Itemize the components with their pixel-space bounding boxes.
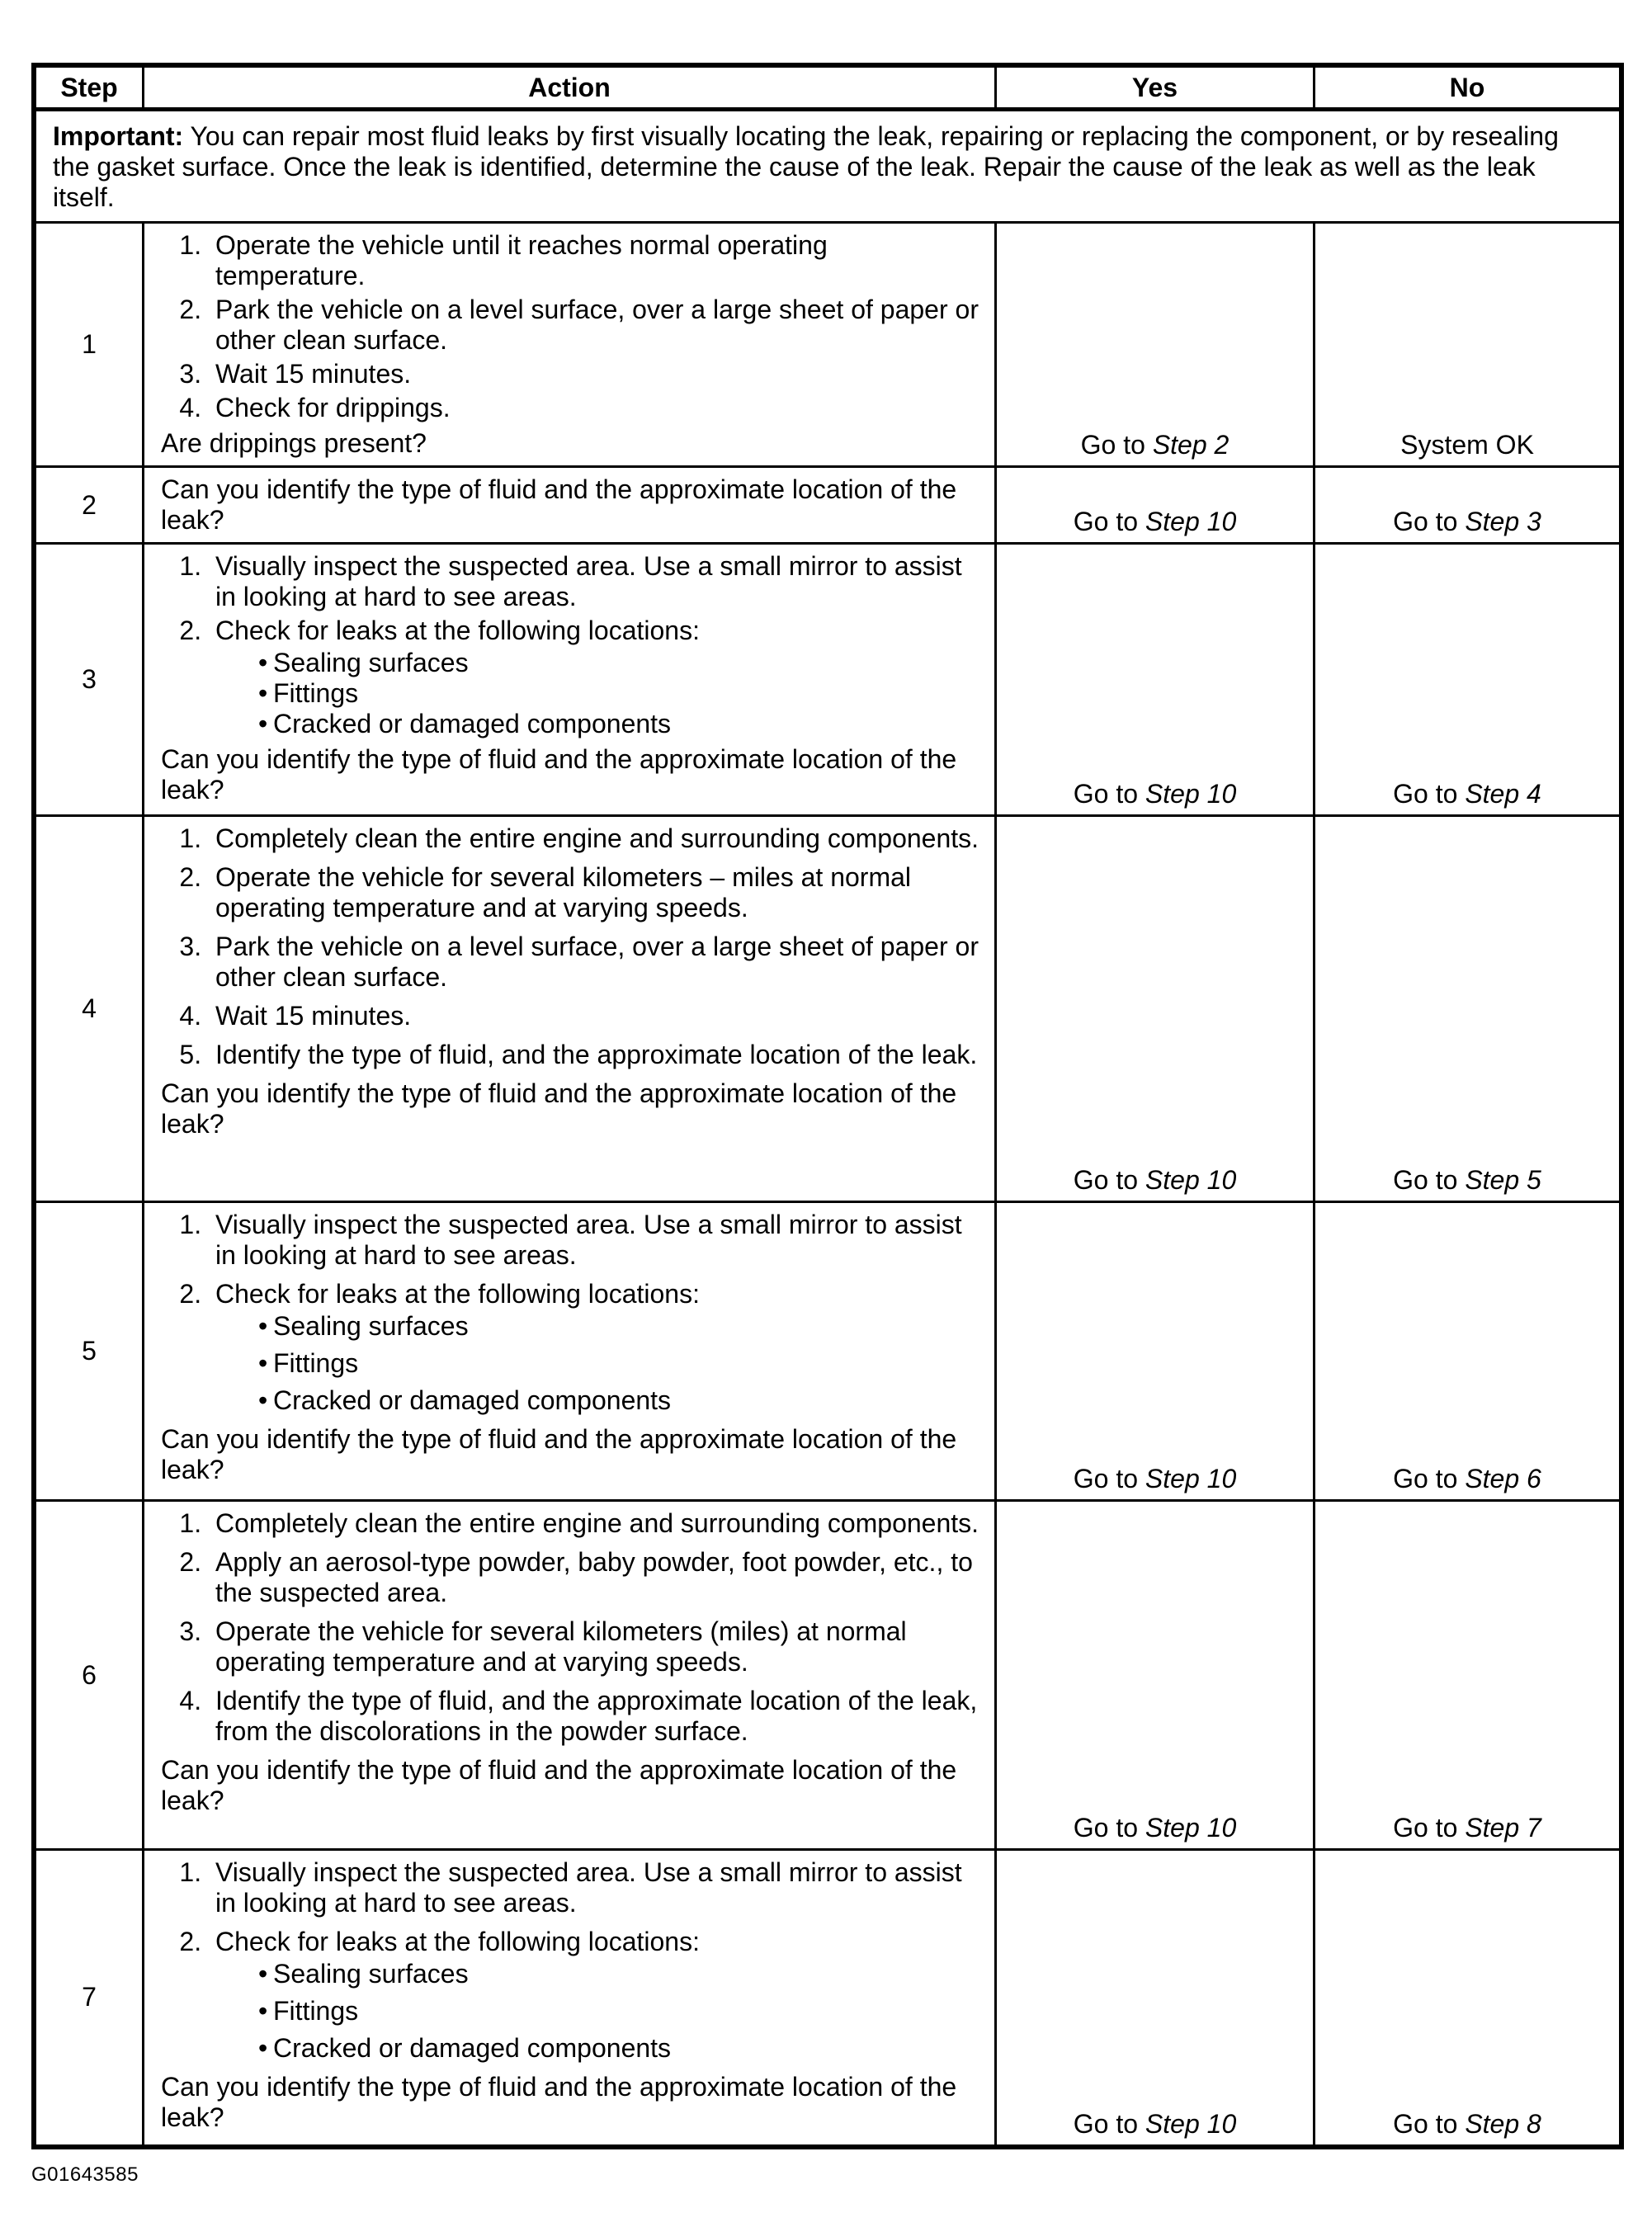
location-item: • Fittings	[258, 1996, 983, 2026]
no-step-link: Step 3	[1465, 507, 1541, 536]
yes-prefix: Go to	[1080, 430, 1153, 460]
yes-result	[996, 1202, 1315, 1501]
yes-result	[996, 1850, 1315, 2147]
location-list	[215, 1959, 983, 2064]
step-row-4	[34, 816, 1621, 1202]
location-list	[215, 648, 983, 739]
yes-prefix: Go to	[1073, 779, 1145, 809]
yes-prefix: Go to	[1073, 1165, 1145, 1195]
step-question: Can you identify the type of fluid and the approximate location of the leak?	[161, 1078, 957, 1139]
no-step-link: Step 8	[1465, 2108, 1541, 2139]
no-prefix: Go to	[1393, 507, 1466, 536]
step-question: Are drippings present?	[161, 428, 427, 458]
location-item: • Sealing surfaces	[258, 648, 983, 678]
action-item-text: Check for leaks at the following locations:	[215, 616, 700, 645]
no-result: System OK	[1315, 223, 1622, 467]
step-number: 2	[34, 467, 144, 544]
no-step-link: Step 7	[1465, 1813, 1541, 1842]
yes-result	[996, 1501, 1315, 1850]
action-item: 1. Visually inspect the suspected area. Use a small mirror to assist in looking at hard to see areas.	[209, 1210, 983, 1271]
step-number: 3	[34, 544, 144, 816]
step-question: Can you identify the type of fluid and the approximate location of the leak?	[161, 1424, 957, 1484]
diagnostic-table	[31, 63, 1624, 2149]
step-question: Can you identify the type of fluid and the approximate location of the leak?	[161, 1755, 957, 1815]
no-result	[1315, 1850, 1622, 2147]
yes-step-link: Step 10	[1145, 2108, 1237, 2139]
action-item: 3. Park the vehicle on a level surface, over a large sheet of paper or other clean surface.	[209, 932, 983, 993]
action-item: 4. Check for drippings.	[209, 393, 983, 423]
action-item: 2. Apply an aerosol-type powder, baby powder, foot powder, etc., to the suspected area.	[209, 1547, 983, 1608]
action-item: 4. Wait 15 minutes.	[209, 1001, 983, 1031]
step-row-3	[34, 544, 1621, 816]
yes-step-link: Step 10	[1145, 779, 1237, 809]
yes-result	[996, 544, 1315, 816]
action-list	[161, 1508, 983, 1747]
location-item: • Cracked or damaged components	[258, 1385, 983, 1416]
action-item: 2. Operate the vehicle for several kilometers – miles at normal operating temperature and at varying speeds.	[209, 862, 983, 923]
action-item-text: Check for leaks at the following locations:	[215, 1279, 700, 1309]
no-step-link: Step 4	[1465, 779, 1541, 809]
action-list	[161, 551, 983, 739]
header-step: Step	[34, 65, 144, 110]
no-prefix: Go to	[1393, 2108, 1466, 2139]
step-action	[144, 1850, 996, 2147]
header-action: Action	[144, 65, 996, 110]
important-label: Important:	[53, 121, 184, 151]
action-item: 3. Wait 15 minutes.	[209, 359, 983, 389]
step-action	[144, 223, 996, 467]
action-item: 1. Visually inspect the suspected area. Use a small mirror to assist in looking at hard to see areas.	[209, 551, 983, 612]
yes-prefix: Go to	[1073, 507, 1145, 536]
action-item	[209, 1279, 983, 1416]
action-item: 1. Visually inspect the suspected area. Use a small mirror to assist in looking at hard to see areas.	[209, 1857, 983, 1918]
action-list	[161, 230, 983, 423]
step-action	[144, 467, 996, 544]
location-item: • Cracked or damaged components	[258, 2033, 983, 2064]
step-row-2	[34, 467, 1621, 544]
step-question: Can you identify the type of fluid and the approximate location of the leak?	[161, 474, 957, 535]
figure-code: G01643585	[31, 2163, 139, 2186]
location-item: • Cracked or damaged components	[258, 709, 983, 739]
yes-step-link: Step 10	[1145, 1464, 1237, 1493]
yes-prefix: Go to	[1073, 2108, 1145, 2139]
location-item: • Sealing surfaces	[258, 1959, 983, 1989]
step-action	[144, 544, 996, 816]
yes-result	[996, 223, 1315, 467]
no-step-link: Step 6	[1465, 1464, 1541, 1493]
header-row	[34, 65, 1621, 110]
step-action	[144, 1501, 996, 1850]
no-result	[1315, 1501, 1622, 1850]
action-item: 5. Identify the type of fluid, and the approximate location of the leak.	[209, 1040, 983, 1070]
location-item: • Fittings	[258, 1348, 983, 1379]
step-action	[144, 1202, 996, 1501]
step-number: 5	[34, 1202, 144, 1501]
action-item: 1. Operate the vehicle until it reaches normal operating temperature.	[209, 230, 983, 291]
yes-step-link: Step 2	[1152, 430, 1230, 460]
no-result	[1315, 1202, 1622, 1501]
action-item: 1. Completely clean the entire engine and surrounding components.	[209, 1508, 983, 1539]
location-list	[215, 1311, 983, 1416]
yes-prefix: Go to	[1073, 1813, 1145, 1842]
step-number: 7	[34, 1850, 144, 2147]
header-no: No	[1315, 65, 1622, 110]
no-prefix: Go to	[1393, 1813, 1466, 1842]
step-number: 6	[34, 1501, 144, 1850]
no-result	[1315, 816, 1622, 1202]
no-result	[1315, 544, 1622, 816]
action-item: 3. Operate the vehicle for several kilometers (miles) at normal operating temperature and at varying speeds.	[209, 1616, 983, 1677]
no-prefix: Go to	[1393, 779, 1466, 809]
action-item-text: Check for leaks at the following locations:	[215, 1927, 700, 1956]
important-text: You can repair most fluid leaks by first visually locating the leak, repairing or replacing the component, or by resealing the gasket surface. Once the leak is identified, determine the cause of the leak. Repair the cause of the leak as well as the leak itself.	[53, 121, 1559, 212]
important-row	[34, 110, 1621, 223]
action-list	[161, 1210, 983, 1416]
action-item: 4. Identify the type of fluid, and the approximate location of the leak, from the discolorations in the powder surface.	[209, 1686, 983, 1747]
yes-step-link: Step 10	[1145, 1165, 1237, 1195]
header-yes: Yes	[996, 65, 1315, 110]
location-item: • Fittings	[258, 678, 983, 709]
step-row-1	[34, 223, 1621, 467]
step-question: Can you identify the type of fluid and the approximate location of the leak?	[161, 744, 957, 804]
yes-result	[996, 816, 1315, 1202]
no-result	[1315, 467, 1622, 544]
yes-result	[996, 467, 1315, 544]
step-action	[144, 816, 996, 1202]
step-row-6	[34, 1501, 1621, 1850]
no-step-link: Step 5	[1465, 1165, 1541, 1195]
yes-prefix: Go to	[1073, 1464, 1145, 1493]
yes-step-link: Step 10	[1145, 507, 1237, 536]
important-note	[34, 110, 1621, 223]
action-list	[161, 1857, 983, 2064]
action-item	[209, 616, 983, 739]
step-number: 1	[34, 223, 144, 467]
action-item: 1. Completely clean the entire engine and surrounding components.	[209, 823, 983, 854]
action-item	[209, 1927, 983, 2064]
location-item: • Sealing surfaces	[258, 1311, 983, 1342]
no-prefix: Go to	[1393, 1464, 1466, 1493]
step-row-7	[34, 1850, 1621, 2147]
step-row-5	[34, 1202, 1621, 1501]
action-list	[161, 823, 983, 1070]
step-number: 4	[34, 816, 144, 1202]
step-question: Can you identify the type of fluid and the approximate location of the leak?	[161, 2072, 957, 2132]
yes-step-link: Step 10	[1145, 1813, 1237, 1842]
no-prefix: Go to	[1393, 1165, 1466, 1195]
action-item: 2. Park the vehicle on a level surface, over a large sheet of paper or other clean surface.	[209, 295, 983, 356]
